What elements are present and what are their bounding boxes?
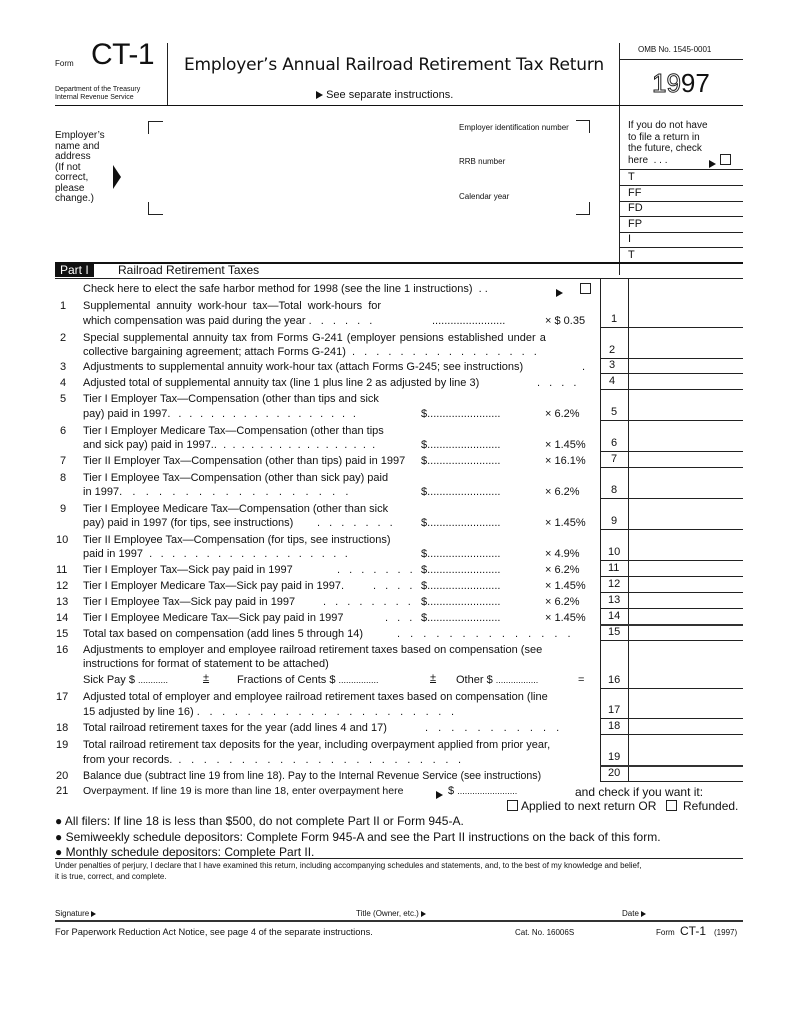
other-adjustment-field[interactable]: Other $ ................. [456, 674, 539, 686]
bracket-bottom-right [576, 202, 590, 215]
ein-field[interactable] [459, 134, 589, 150]
rate-label: × 1.45% [545, 517, 586, 529]
header-divider-right [619, 43, 620, 275]
rate-label: × 1.45% [545, 612, 586, 624]
office-code-divider [619, 169, 743, 170]
note-monthly: ● Monthly schedule depositors: Complete Part II. [55, 845, 315, 859]
no-future-filing-checkbox[interactable] [720, 154, 731, 165]
line-rule [600, 498, 743, 499]
rrb-label: RRB number [459, 157, 506, 166]
plus-minus-sign: ± [203, 672, 210, 684]
plus-minus-sign: ± [430, 672, 437, 684]
line-box-number: 4 [609, 375, 616, 387]
footer-form-number: CT-1 [680, 924, 707, 938]
line-number: 3 [60, 361, 67, 373]
perjury-statement-line2: it is true, correct, and complete. [55, 872, 167, 881]
line-18-amount[interactable] [630, 719, 742, 733]
line-9-amount[interactable] [630, 514, 742, 528]
line-number: 14 [56, 612, 69, 624]
rate-label: × $ 0.35 [545, 315, 586, 327]
line-number: 8 [60, 472, 67, 484]
bracket-top-right [576, 120, 590, 133]
line-description: Adjusted total of supplemental annuity tax (line 1 plus line 2 as adjusted by line 3) [83, 377, 480, 389]
arrow-right-icon [113, 165, 121, 189]
office-code-divider [619, 247, 743, 248]
line-11-amount[interactable] [630, 561, 742, 575]
line-description: and sick pay) paid in 1997.. . . . . . . . . . . . . . . . . . [83, 439, 377, 451]
omb-divider [619, 59, 743, 60]
line-number: 21 [56, 785, 69, 797]
leader-dots: . . . . [537, 377, 580, 389]
line-box-number: 5 [611, 406, 618, 418]
line-16-amount[interactable] [630, 673, 742, 687]
form-title: Employer’s Annual Railroad Retirement Tax Return [184, 55, 604, 75]
line-box-number: 1 [611, 313, 618, 325]
line-rule [600, 781, 743, 782]
line-description: Balance due (subtract line 19 from line 18). Pay to the Internal Revenue Service (see instructions) [83, 770, 542, 782]
rate-label: × 6.2% [545, 408, 580, 420]
header-bottom-rule [55, 105, 743, 106]
line-12-amount[interactable] [630, 577, 742, 591]
line-box-number: 9 [611, 515, 618, 527]
line-box-number: 19 [608, 751, 621, 763]
line-number: 1 [60, 300, 67, 312]
arrow-right-icon [91, 911, 96, 917]
line-description: Tier II Employer Tax—Compensation (other than tips) paid in 1997 [83, 455, 406, 467]
line-box-number: 15 [608, 626, 621, 638]
equals-sign: = [578, 674, 585, 686]
line-description: Adjusted total of employer and employee railroad retirement taxes based on compensation (line [83, 691, 548, 703]
line-box-number: 14 [608, 610, 621, 622]
line-description: Tier I Employee Tax—Sick pay paid in 1997 [83, 596, 296, 608]
line-1-amount[interactable] [630, 312, 742, 326]
rate-label: × 6.2% [545, 564, 580, 576]
line-number: 11 [56, 564, 68, 576]
line-7-amount[interactable] [630, 452, 742, 466]
leader-dots: . . . . . . . [317, 517, 396, 529]
rate-label: × 6.2% [545, 486, 580, 498]
line-box-number: 12 [608, 578, 621, 590]
arrow-right-icon [709, 155, 716, 173]
line-4-amount[interactable] [630, 374, 742, 388]
compensation-field[interactable]: $........................ [421, 596, 501, 608]
leader-dots: . . . . . . . . [323, 596, 414, 608]
line-number: 15 [56, 628, 69, 640]
line-box-number: 11 [608, 562, 620, 574]
line-description: Tier I Employee Medicare Tax—Sick pay paid in 1997 [83, 612, 344, 624]
line-description: from your records. . . . . . . . . . . . . . . . . . . . . . . . [83, 754, 465, 766]
line-description: Tier I Employee Tax—Compensation (other than sick pay) paid [83, 472, 389, 484]
line-2-amount[interactable] [630, 343, 742, 357]
omb-number: OMB No. 1545-0001 [638, 45, 712, 54]
line-number: 16 [56, 644, 69, 656]
rate-label: × 1.45% [545, 580, 586, 592]
part1-title-rule [55, 278, 743, 279]
fractions-of-cents-field[interactable]: Fractions of Cents $ ................ [237, 674, 379, 686]
office-code-ff: FF [628, 187, 642, 199]
department-label: Department of the Treasury [55, 86, 141, 93]
office-code-i: I [628, 233, 632, 245]
bracket-bottom-left [148, 202, 163, 215]
line-description: paid in 1997 . . . . . . . . . . . . . . . . . . [83, 548, 351, 560]
office-code-divider [619, 185, 743, 186]
form-number: CT-1 [91, 38, 155, 71]
line-description: collective bargaining agreement; attach Forms G-241) . . . . . . . . . . . . . . . . [83, 346, 540, 358]
date-label: Date [622, 909, 646, 918]
refunded-checkbox[interactable] [666, 800, 677, 811]
work-hours-field[interactable]: ........................ [432, 315, 506, 327]
line-number: 6 [60, 425, 67, 437]
note-all-filers: ● All filers: If line 18 is less than $500, do not complete Part II or Form 945-A. [55, 814, 464, 828]
rate-label: × 6.2% [545, 596, 580, 608]
safe-harbor-text: Check here to elect the safe harbor method for 1998 (see the line 1 instructions) . . [83, 283, 488, 295]
service-label: Internal Revenue Service [55, 94, 134, 101]
date-field[interactable] [655, 900, 743, 918]
line-20-amount[interactable] [630, 766, 742, 780]
applied-to-next-return-checkbox[interactable] [507, 800, 518, 811]
calendar-year-field[interactable] [459, 203, 574, 215]
leader-dots: . . . . [373, 580, 416, 592]
line-rule [600, 688, 743, 689]
rate-label: × 4.9% [545, 548, 580, 560]
arrow-right-icon [316, 91, 323, 99]
line-box-number: 3 [609, 359, 616, 371]
line-8-amount[interactable] [630, 483, 742, 497]
office-code-t2: T [628, 249, 635, 261]
line-description: Adjustments to employer and employee railroad retirement taxes based on compensation (see [83, 644, 543, 656]
line-number: 4 [60, 377, 67, 389]
line-number: 13 [56, 596, 69, 608]
line-box-number: 16 [608, 674, 621, 686]
line-number: 9 [60, 503, 67, 515]
line-number: 20 [56, 770, 69, 782]
paperwork-notice: For Paperwork Reduction Act Notice, see page 4 of the separate instructions. [55, 927, 373, 937]
line-rule [600, 734, 743, 735]
line-box-number: 18 [608, 720, 621, 732]
line-description: Tier I Employee Medicare Tax—Compensation (other than sick [83, 503, 389, 515]
compensation-field[interactable]: $........................ [421, 564, 501, 576]
rate-label: × 16.1% [545, 455, 586, 467]
bracket-top-left [148, 121, 163, 134]
office-code-t: T [628, 171, 635, 183]
line-description: instructions for format of statement to be attached) [83, 658, 329, 670]
title-field[interactable] [440, 900, 615, 918]
line-box-number: 2 [609, 344, 616, 356]
tax-year: 1997 [652, 68, 710, 98]
compensation-field[interactable]: $........................ [421, 486, 501, 498]
line-description: pay) paid in 1997. . . . . . . . . . . . . . . . . . [83, 408, 359, 420]
note-semiweekly: ● Semiweekly schedule depositors: Complete Form 945-A and see the Part II instructions on the back of this form. [55, 830, 661, 844]
rrb-field[interactable] [459, 168, 589, 184]
instructions-note: See separate instructions. [316, 89, 453, 101]
notes-rule [55, 858, 743, 859]
compensation-field[interactable]: $........................ [421, 408, 501, 420]
compensation-field[interactable]: $........................ [421, 455, 501, 467]
overpayment-field[interactable]: $ ........................ [448, 785, 518, 797]
line-description: Tier I Employer Medicare Tax—Sick pay paid in 1997. [83, 580, 345, 592]
footer-form-label: Form [656, 928, 675, 937]
line-number: 17 [56, 691, 69, 703]
arrow-right-icon [556, 284, 563, 302]
employer-label: Employer’s name and address (If not correct, please change.) [55, 130, 105, 204]
part1-tag: Part I [55, 263, 94, 277]
line-number: 7 [60, 455, 67, 467]
line-description: Total railroad retirement tax deposits for the year, including overpayment applied from prior year, [83, 739, 551, 751]
line-rule [600, 327, 743, 328]
catalog-number: Cat. No. 16006S [515, 928, 575, 937]
line-description: Special supplemental annuity tax from Forms G-241 (employer pensions established under a [83, 332, 546, 344]
office-code-fp: FP [628, 218, 643, 230]
line-rule [600, 420, 743, 421]
line-rule [600, 529, 743, 530]
perjury-statement-line1: Under penalties of perjury, I declare that I have examined this return, including accompanying schedules and statements, and, to the best of my knowledge and belief, [55, 861, 642, 870]
leader-dots: . . . [385, 612, 416, 624]
line-number: 5 [60, 393, 67, 405]
line-description: Tier I Employer Tax—Compensation (other than tips and sick [83, 393, 379, 405]
compensation-field[interactable]: $........................ [421, 612, 501, 624]
line-rule [600, 640, 743, 641]
line-description: Total railroad retirement taxes for the year (add lines 4 and 17) [83, 722, 387, 734]
form-label: Form [55, 59, 74, 68]
line-number: 2 [60, 332, 67, 344]
header-divider-left [167, 43, 168, 105]
office-code-divider [619, 216, 743, 217]
compensation-field[interactable]: $........................ [421, 548, 501, 560]
line-description: in 1997. . . . . . . . . . . . . . . . . . [83, 486, 353, 498]
check-instruction: and check if you want it: [575, 785, 704, 799]
leader-dots: . . . . . . . . . . . . . . [397, 628, 575, 640]
line-description: which compensation was paid during the year . . . . . . [83, 315, 376, 327]
office-code-divider [619, 232, 743, 233]
ein-label: Employer identification number [459, 123, 569, 132]
line-number: 19 [56, 739, 69, 751]
line-description: 15 adjusted by line 16) . . . . . . . . . . . . . . . . . . . . . [83, 706, 458, 718]
line-13-amount[interactable] [630, 593, 742, 607]
line-3-amount[interactable] [630, 359, 742, 373]
compensation-field[interactable]: $........................ [421, 517, 501, 529]
arrow-right-icon [421, 911, 426, 917]
line-description: Overpayment. If line 19 is more than line 18, enter overpayment here [83, 785, 404, 797]
line-6-amount[interactable] [630, 437, 742, 451]
applied-to-next-return-label: Applied to next return OR [521, 799, 657, 813]
signature-label: Signature [55, 909, 96, 918]
part1-title: Railroad Retirement Taxes [118, 263, 260, 277]
future-filing-note: If you do not have to file a return in the future, check here . . . [628, 120, 708, 166]
line-description: Tier I Employer Medicare Tax—Compensation (other than tips [83, 425, 384, 437]
signature-field[interactable] [100, 900, 350, 918]
line-number-column-left [600, 279, 601, 781]
sick-pay-field[interactable]: Sick Pay $ ............ [83, 674, 169, 686]
line-box-number: 13 [608, 594, 621, 606]
amount-column-left [628, 279, 629, 781]
rate-label: × 1.45% [545, 439, 586, 451]
line-description: pay) paid in 1997 (for tips, see instructions) [83, 517, 294, 529]
arrow-right-icon [436, 786, 443, 804]
line-5-amount[interactable] [630, 405, 742, 419]
arrow-right-icon [641, 911, 646, 917]
signature-rule [55, 920, 743, 922]
line-box-number: 8 [611, 484, 618, 496]
line-number: 18 [56, 722, 69, 734]
leader-dots: . . . . . . . [337, 564, 416, 576]
compensation-field[interactable]: $........................ [421, 580, 501, 592]
title-label: Title (Owner, etc.) [356, 909, 426, 918]
compensation-field[interactable]: $........................ [421, 439, 501, 451]
line-14-amount[interactable] [630, 609, 742, 623]
line-10-amount[interactable] [630, 545, 742, 559]
office-code-fd: FD [628, 202, 643, 214]
line-box-number: 7 [611, 453, 618, 465]
line-number: 10 [56, 534, 69, 546]
line-box-number: 6 [611, 437, 618, 449]
leader-dots: . . . . . . . . . . . [425, 722, 563, 734]
line-rule [600, 389, 743, 390]
leader-dots: . [582, 361, 586, 373]
line-description: Tier II Employee Tax—Compensation (for tips, see instructions) [83, 534, 391, 546]
line-description: Supplemental annuity work-hour tax—Total work-hours for [83, 300, 382, 312]
line-15-amount[interactable] [630, 625, 742, 639]
line-17-amount[interactable] [630, 703, 742, 717]
line-description: Adjustments to supplemental annuity work-hour tax (attach Forms G-245; see instructions) [83, 361, 524, 373]
line-box-number: 20 [608, 767, 621, 779]
line-description: Total tax based on compensation (add lines 5 through 14) [83, 628, 364, 640]
calendar-year-label: Calendar year [459, 192, 510, 201]
line-box-number: 17 [608, 704, 621, 716]
refunded-label: Refunded. [683, 799, 739, 813]
line-rule [600, 467, 743, 468]
line-19-amount[interactable] [630, 750, 742, 764]
line-description: Tier I Employer Tax—Sick pay paid in 1997 [83, 564, 293, 576]
safe-harbor-checkbox[interactable] [580, 283, 591, 294]
line-number: 12 [56, 580, 69, 592]
line-box-number: 10 [608, 546, 621, 558]
footer-form-year: (1997) [714, 928, 738, 937]
